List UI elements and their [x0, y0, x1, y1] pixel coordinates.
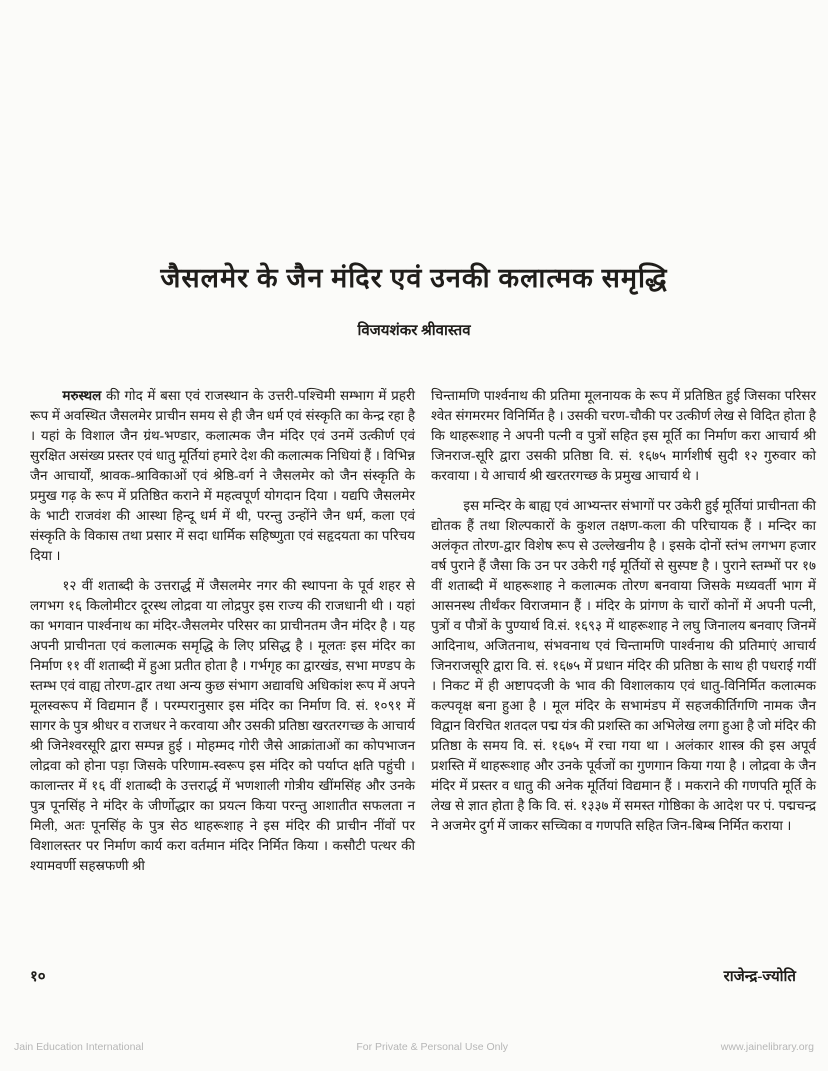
page-meta-row	[30, 966, 796, 986]
article-right-column	[431, 386, 816, 886]
article-left-column	[30, 386, 415, 886]
paragraph: १२ वीं शताब्दी के उत्तरार्द्ध में जैसलमेर नगर की स्थापना के पूर्व शहर से लगभग १६ किलोमीटर दूरस्थ लोद्रवा या लोद्रपुर इस राज्य की राजधानी थी । यहां का भगवान पार्श्वनाथ का मंदिर-जैसलमेर परिसर का प्राचीनतम जैन मंदिर है । यह अपनी प्राचीनता एवं कलात्मक समृद्धि के लिए प्रसिद्ध है । मूलतः इस मंदिर का निर्माण ११ वीं शताब्दी में हुआ प्रतीत होता है । गर्भगृह का द्वारखंड, सभा मण्डप के स्तम्भ एवं वाह्य तोरण-द्वार तथा अन्य कुछ संभाग अद्यावधि अधिकांश रूप में अपने मूलस्वरूप में विद्यमान हैं । परम्परानुसार इस मंदिर का निर्माण वि. सं. १०९१ में सागर के पुत्र श्रीधर व राजधर ने करवाया और उसकी प्रतिष्ठा खरतरगच्छ के आचार्य श्री जिनेश्वरसूरि द्वारा सम्पन्न हुई । मोहम्मद गोरी जैसे आक्रांताओं का कोपभाजन लोद्रवा को होना पड़ा जिसके परिणाम-स्वरूप इस मंदिर को पर्याप्त क्षति पहुंची । कालान्तर में १६ वीं शताब्दी के उत्तरार्द्ध में भणशाली गोत्रीय खींमसिंह और उनके पुत्र पूनसिंह ने मंदिर के जीर्णोद्धार का प्रयत्न किया परन्तु आशातीत सफलता न मिली, अतः पूनसिंह के पुत्र सेठ थाहरूशाह ने इस मंदिर की प्राचीन नींवों पर विशालस्तर पर निर्माण कार्य करा वर्तमान मंदिर निर्मित किया । कसौटी पत्थर की श्यामवर्णी सहस्रफणी श्री	[30, 578, 415, 873]
footer-right-text: www.jainelibrary.org	[720, 1041, 814, 1053]
page-title: जैसलमेर के जैन मंदिर एवं उनकी कलात्मक समृद्धि	[160, 263, 668, 294]
paragraph-lead-word: मरुस्थल	[62, 388, 102, 403]
page-number: १०	[30, 969, 46, 985]
paragraph-text: की गोद में बसा एवं राजस्थान के उत्तरी-पश्चिमी सम्भाग में प्रहरी रूप में अवस्थित जैसलमेर प्राचीन समय से ही जैन धर्म एवं संस्कृति का केन्द्र रहा है । यहां के विशाल जैन ग्रंथ-भण्डार, कलात्मक जैन मंदिर एवं उनमें उत्कीर्ण एवं सुरक्षित असंख्य प्रस्तर एवं धातु मूर्तियां हमारे देश की कलात्मक निधियां हैं । विभिन्न जैन आचार्यों, श्रावक-श्राविकाओं एवं श्रेष्ठि-वर्ग ने जैसलमेर को जैन संस्कृति के प्रमुख गढ़ के रूप में प्रतिष्ठित कराने में महत्वपूर्ण योगदान दिया । यद्यपि जैसलमेर के भाटी राजवंश की आस्था हिन्दू धर्म में थी, परन्तु उन्होंने जैन धर्म, कला एवं संस्कृति के विकास तथा प्रसार में सदा धार्मिक सहिष्णुता एवं सहृदयता का परिचय दिया ।	[30, 388, 415, 563]
journal-title: राजेन्द्र-ज्योति	[723, 969, 796, 985]
footer-center-text: For Private & Personal Use Only	[356, 1041, 509, 1053]
paragraph-continuation: चिन्तामणि पार्श्वनाथ की प्रतिमा मूलनायक के रूप में प्रतिष्ठित हुई जिसका परिसर श्वेत संगमरमर विनिर्मित है । उसकी चरण-चौकी पर उत्कीर्ण लेख से विदित होता है कि थाहरूशाह ने अपनी पत्नी व पुत्रों सहित इस मूर्ति का निर्माण करा आचार्य श्री जिनराज-सूरि द्वारा उसकी प्रतिष्ठा वि. सं. १६७५ मार्गशीर्ष सुदी १२ गुरुवार को करवाया । ये आचार्य श्री खरतरगच्छ के प्रमुख आचार्य थे ।	[431, 388, 816, 483]
article-body	[30, 386, 816, 886]
paragraph: इस मन्दिर के बाह्य एवं आभ्यन्तर संभागों पर उकेरी हुई मूर्तियां प्राचीनता की द्योतक हैं तथा शिल्पकारों के कुशल तक्षण-कला की परिचायक हैं । मन्दिर का अलंकृत तोरण-द्वार विशेष रूप से उल्लेखनीय है । इसके दोनों स्तंभ लगभग हजार वर्ष पुराने हैं जैसा कि उन पर उकेरी गई मूर्तियों से सुस्पष्ट है । पुराने स्तम्भों पर १७ वीं शताब्दी में थाहरूशाह ने कलात्मक तोरण बनवाया जिसके मध्यवर्ती भाग में आसनस्थ तीर्थंकर विराजमान हैं । मंदिर के प्रांगण के चारों कोनों में अपनी पत्नी, पुत्रों व पौत्रों के पुण्यार्थ वि.सं. १६९३ में थाहरूशाह ने लघु जिनालय बनवाए जिनमें आदिनाथ, अजितनाथ, संभवनाथ एवं चिन्तामणि पार्श्वनाथ की प्रतिमाएं आचार्य जिनराजसूरि द्वारा वि. सं. १६७५ में प्रधान मंदिर की प्रतिष्ठा के साथ ही पधराई गयीं । निकट में ही अष्टापदजी के भाव की विशालकाय एवं धातु-विनिर्मित कलात्मक कल्पवृक्ष बना हुआ है । मूल मंदिर के सभामंडप में सहजकीर्तिगणि नामक जैन विद्वान विरचित शतदल पद्म यंत्र की प्रशस्ति का अभिलेख लगा हुआ है जो मंदिर की प्रतिष्ठा के समय वि. सं. १६७५ में रचा गया था । अलंकार शास्त्र की इस अपूर्व प्रशस्ति में थाहरूशाह और उनके पूर्वजों का गुणगान किया गया है । लोद्रवा के जैन मंदिर में प्रस्तर व धातु की अनेक मूर्तियां विद्यमान हैं । मकराने की गणपति मूर्ति के लेख से ज्ञात होता है कि वि. सं. १३३७ में समस्त गोष्ठिका के आदेश पर पं. पद्मचन्द्र ने अजमेर दुर्ग में जाकर सच्चिका व गणपति सहित जिन-बिम्ब निर्मित कराया ।	[431, 498, 816, 833]
author-name: विजयशंकर श्रीवास्तव	[357, 323, 471, 339]
paragraph	[30, 386, 415, 566]
footer-left-text: Jain Education International	[14, 1041, 144, 1053]
scan-footer	[14, 1041, 814, 1053]
